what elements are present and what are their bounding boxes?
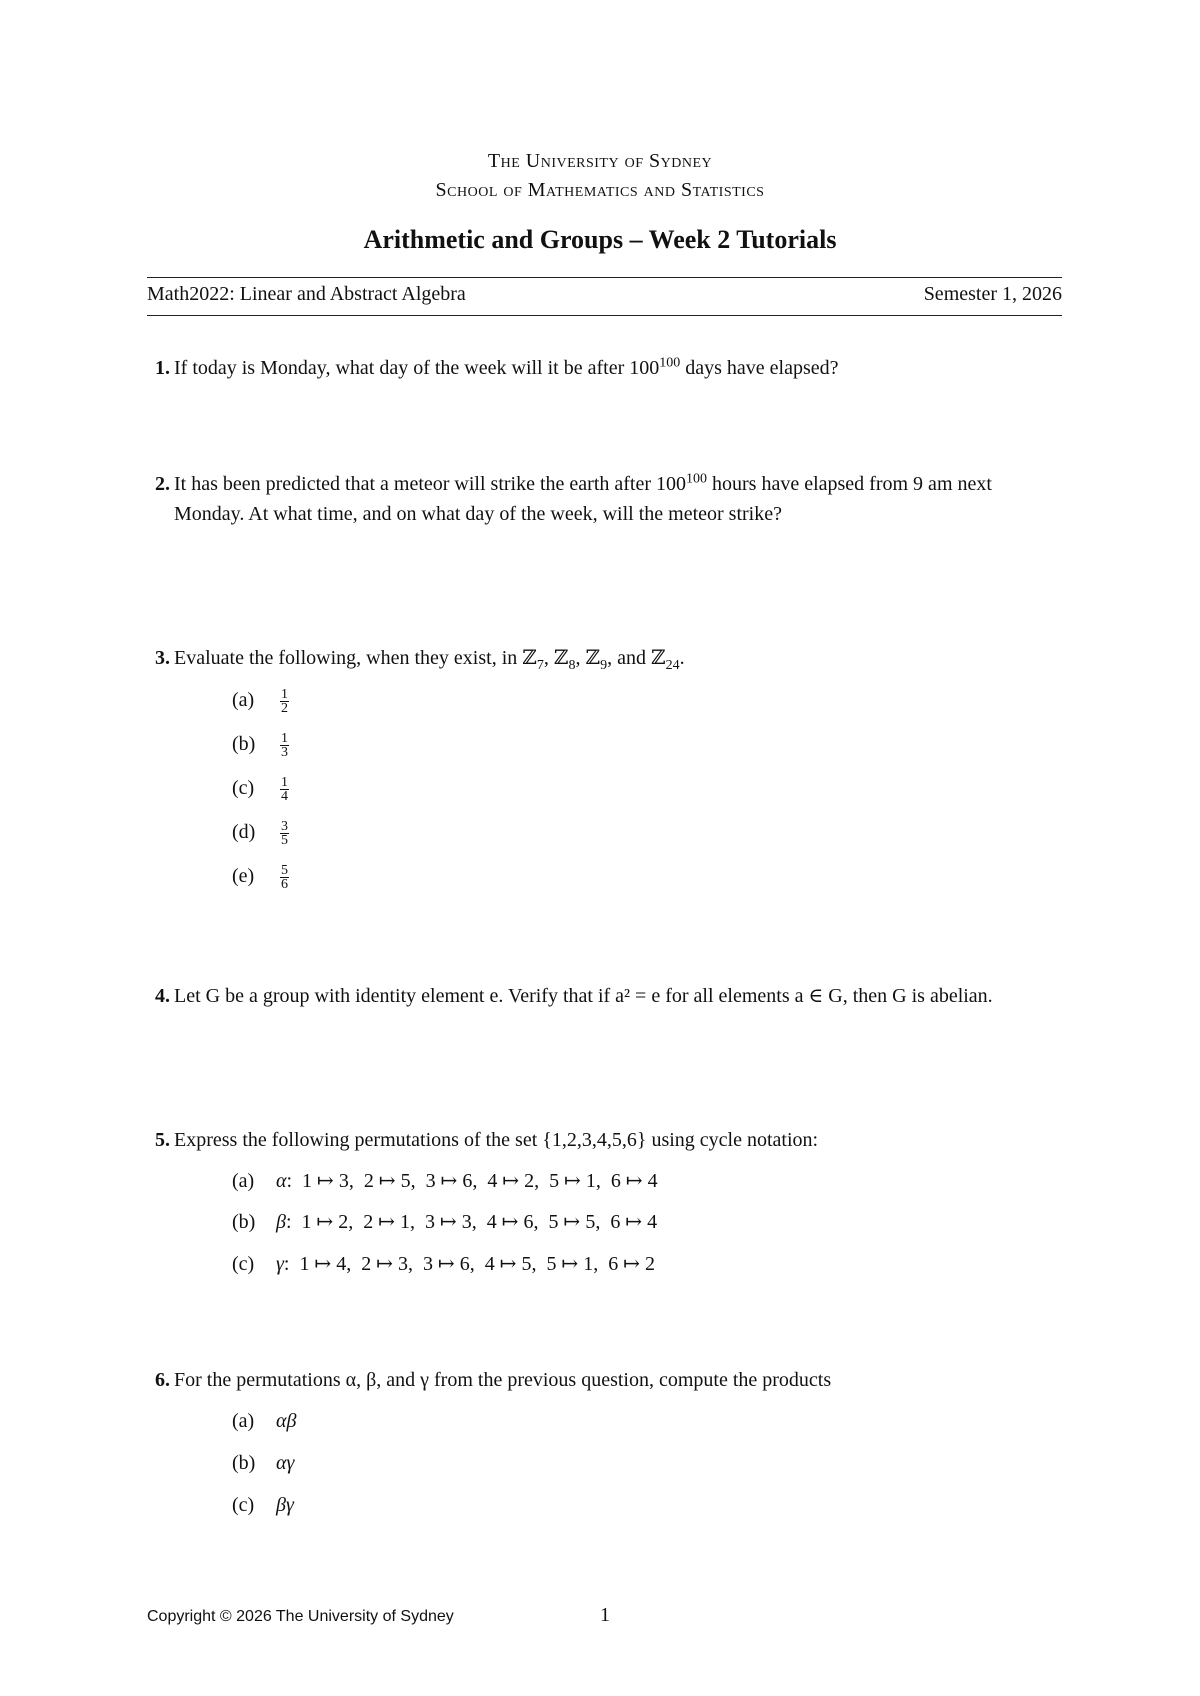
denominator: 5: [281, 832, 288, 848]
product-expression: αβ: [276, 1410, 297, 1432]
q3-item-c: [232, 773, 289, 803]
question-text: Evaluate the following, when they exist, in ℤ$_7$, ℤ$_8$, ℤ$_9$, and ℤ$_{24}$.: [174, 647, 685, 673]
question-text: Express the following permutations of the set {1,2,3,4,5,6} using cycle notation:: [174, 1129, 819, 1151]
q5-item-a: [232, 1166, 658, 1196]
q1-text-after: days have elapsed?: [680, 357, 839, 379]
q5-item-b: [232, 1207, 657, 1237]
q3-item-e: [232, 861, 289, 891]
q3-text: Evaluate the following, when they exist, in ℤ: [174, 647, 537, 669]
question-number: 1.: [155, 357, 170, 379]
q5-item-c: [232, 1249, 655, 1279]
item-label: (e): [232, 865, 255, 887]
course-name: Math2022: Linear and Abstract Algebra: [147, 283, 466, 305]
denominator: 6: [281, 876, 288, 892]
numerator: 5: [281, 862, 288, 878]
product-expression: αγ: [276, 1452, 295, 1474]
item-label: (a): [232, 689, 255, 711]
item-label: (c): [232, 777, 255, 799]
question-number: 2.: [155, 473, 170, 495]
item-label: (c): [232, 1253, 255, 1275]
set-index: 8: [568, 658, 576, 673]
question-text: [174, 353, 1064, 383]
question-number: 5.: [155, 1129, 170, 1151]
q3-item-d: [232, 817, 289, 847]
permutation-name: β: [276, 1211, 286, 1233]
page-number: 1: [600, 1604, 610, 1626]
permutation-name: γ: [276, 1253, 284, 1275]
q1-exponent: 100: [659, 355, 681, 371]
fraction: [280, 688, 289, 715]
item-label: (d): [232, 821, 256, 843]
denominator: 3: [281, 744, 288, 760]
numerator: 1: [281, 686, 288, 702]
permutation-map: : 1 ↦ 3, 2 ↦ 5, 3 ↦ 6, 4 ↦ 2, 5 ↦ 1, 6 ↦ 4: [286, 1170, 658, 1192]
copyright-notice: Copyright © 2026 The University of Sydney: [147, 1608, 454, 1625]
question-number: 3.: [155, 647, 170, 669]
semester-label: Semester 1, 2026: [923, 283, 1062, 305]
item-label: (b): [232, 1452, 256, 1474]
university-name: [0, 150, 1200, 173]
item-label: (b): [232, 733, 256, 755]
q1-text: If today is Monday, what day of the week will it be after 100: [174, 357, 660, 379]
q3-item-b: [232, 729, 289, 759]
item-label: (a): [232, 1170, 255, 1192]
question-4: [155, 981, 1064, 1011]
set-index: 7: [536, 658, 544, 673]
q2-exponent: 100: [686, 471, 708, 487]
set-index: 24: [665, 658, 680, 673]
q2-text: It has been predicted that a meteor will strike the earth after 100: [174, 473, 687, 495]
question-text: [174, 469, 1064, 529]
permutation-name: α: [276, 1170, 287, 1192]
q6-item-b: [232, 1448, 294, 1478]
q2-text-after: hours have elapsed from 9 am next Monday. At what time, and on what day of the week, will the meteor strike?: [174, 473, 992, 525]
question-5: [155, 1125, 1064, 1155]
bottom-rule: [147, 315, 1062, 316]
numerator: 3: [281, 818, 288, 834]
fraction: [280, 776, 289, 803]
set-index: 9: [600, 658, 608, 673]
product-expression: βγ: [276, 1494, 294, 1516]
question-2: [155, 469, 1064, 529]
item-label: (c): [232, 1494, 255, 1516]
numerator: 1: [281, 730, 288, 746]
q3-item-a: [232, 685, 289, 715]
q6-item-c: [232, 1490, 294, 1520]
q6-item-a: [232, 1406, 296, 1436]
item-label: (a): [232, 1410, 255, 1432]
denominator: 2: [281, 700, 288, 716]
question-text: For the permutations α, β, and γ from the previous question, compute the products: [174, 1369, 832, 1391]
permutation-map: : 1 ↦ 2, 2 ↦ 1, 3 ↦ 3, 4 ↦ 6, 5 ↦ 5, 6 ↦ 4: [285, 1211, 658, 1233]
question-1: [155, 353, 1064, 383]
item-label: (b): [232, 1211, 256, 1233]
fraction: [280, 820, 289, 847]
university-name-text: The University of Sydney: [487, 150, 713, 172]
numerator: 1: [281, 774, 288, 790]
school-name: [0, 179, 1200, 202]
question-number: 4.: [155, 985, 170, 1007]
question-number: 6.: [155, 1369, 170, 1391]
school-name-text: School of Mathematics and Statistics: [435, 179, 765, 201]
fraction: [280, 864, 289, 891]
document-title: Arithmetic and Groups – Week 2 Tutorials: [363, 225, 837, 254]
denominator: 4: [281, 788, 288, 804]
permutation-map: : 1 ↦ 4, 2 ↦ 3, 3 ↦ 6, 4 ↦ 5, 5 ↦ 1, 6 ↦ 2: [283, 1253, 655, 1275]
fraction: [280, 732, 289, 759]
question-text: Let G be a group with identity element e. Verify that if a² = e for all elements a ∈ G, then G is abelian.: [174, 985, 993, 1007]
top-rule: [147, 277, 1062, 278]
question-3: [155, 643, 1064, 673]
question-6: [155, 1365, 1064, 1395]
